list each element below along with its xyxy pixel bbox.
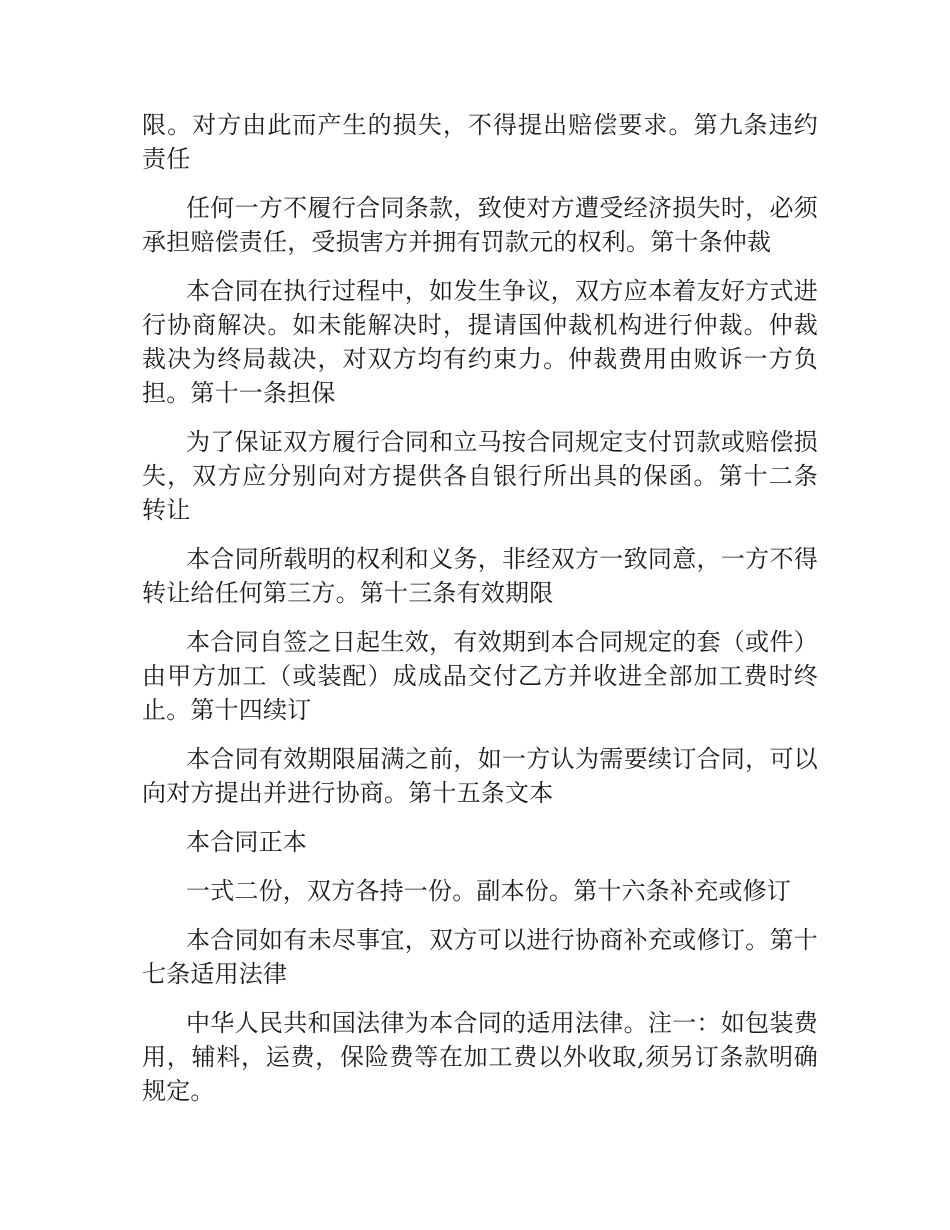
paragraph-guarantee: 为了保证双方履行合同和立马按合同规定支付罚款或赔偿损失，双方应分别向对方提供各自银行所出具的保函。第十二条转让 — [142, 428, 818, 524]
paragraph-supplement: 本合同如有未尽事宜，双方可以进行协商补充或修订。第十七条适用法律 — [142, 926, 818, 988]
paragraph-original-copy: 本合同正本 — [186, 828, 307, 856]
paragraph-breach-liability: 任何一方不履行合同条款，致使对方遭受经济损失时，必须承担赔偿责任，受损害方并拥有罚款元的权利。第十条仲裁 — [142, 194, 818, 256]
paragraph-copies: 一式二份，双方各持一份。副本份。第十六条补充或修订 — [186, 877, 791, 905]
paragraph-applicable-law: 中华人民共和国法律为本合同的适用法律。注一：如包装费用，辅料，运费，保险费等在加工费以外收取,须另订条款明确规定。 — [142, 1009, 818, 1105]
paragraph-arbitration: 本合同在执行过程中，如发生争议，双方应本着友好方式进行协商解决。如未能解决时，提请国仲裁机构进行仲裁。仲裁裁决为终局裁决，对双方均有约束力。仲裁费用由败诉一方负担。第十一条担保 — [142, 277, 818, 407]
paragraph-renewal: 本合同有效期限届满之前，如一方认为需要续订合同，可以向对方提出并进行协商。第十五条文本 — [142, 745, 818, 807]
paragraph-transfer: 本合同所载明的权利和义务，非经双方一致同意，一方不得转让给任何第三方。第十三条有效期限 — [142, 545, 818, 607]
paragraph-continuation-breach-liability: 限。对方由此而产生的损失，不得提出赔偿要求。第九条违约责任 — [142, 111, 818, 173]
paragraph-validity-period: 本合同自签之日起生效，有效期到本合同规定的套（或件）由甲方加工（或装配）成成品交付乙方并收进全部加工费时终止。第十四续订 — [142, 628, 818, 724]
document-body — [142, 108, 818, 1123]
